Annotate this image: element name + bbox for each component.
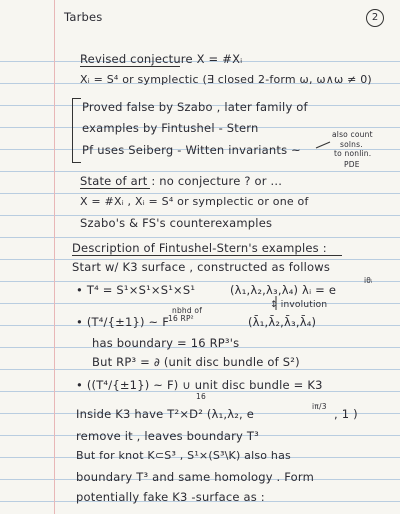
line-lambda: (λ₁,λ₂,λ₃,λ₄) λᵢ = e: [230, 283, 337, 297]
line-start-k3: Start w/ K3 surface , constructed as follows: [72, 260, 331, 274]
line-state-of-art: State of art : no conjecture ? or ...: [80, 174, 283, 188]
side-note-a: also count: [332, 130, 373, 139]
side-note-c: to nonlin.: [334, 149, 372, 158]
line-lambda-bar: (λ̄₁,λ̄₂,λ̄₃,λ̄₄): [248, 315, 317, 329]
line-quotient: • (T⁴/{±1}) ~ F: [76, 315, 170, 329]
line-16rp2: 16 RP²: [168, 314, 194, 323]
line-knot: But for knot K⊂S³ , S¹×(S³\K) also has: [76, 449, 291, 462]
page-header: Tarbes: [64, 10, 103, 24]
line-rp3: But RP³ = ∂ (unit disc bundle of S²): [92, 355, 300, 369]
line-examples: examples by Fintushel - Stern: [82, 121, 259, 135]
line-nbhd: nbhd of: [172, 306, 203, 315]
line-inside-k3: Inside K3 have T²×D² (λ₁,λ₂, e: [76, 407, 255, 421]
line-boundary: has boundary = 16 RP³'s: [92, 336, 240, 350]
line-torus: • T⁴ = S¹×S¹×S¹×S¹: [76, 283, 196, 297]
line-counterexamples: Szabo's & FS's counterexamples: [80, 216, 273, 230]
line-remove: remove it , leaves boundary T³: [76, 429, 259, 443]
line-description: Description of Fintushel-Stern's examples :: [72, 241, 327, 255]
line-lambda-exp: iθᵢ: [364, 276, 373, 285]
line-k3-union: • ((T⁴/{±1}) ~ F) ∪ unit disc bundle = K3: [76, 378, 323, 392]
side-note-d: PDE: [344, 160, 360, 169]
line-involution: ↕ involution: [270, 300, 328, 310]
line-definition: Xᵢ = S⁴ or symplectic (∃ closed 2-form ω, ω∧ω ≠ 0): [80, 73, 372, 86]
line-fake-k3: potentially fake K3 -surface as :: [76, 490, 265, 504]
line-one: , 1 ): [334, 407, 358, 421]
line-exp: iπ/3: [312, 402, 327, 411]
line-pf-uses: Pf uses Seiberg - Witten invariants ~: [82, 143, 302, 157]
line-16: 16: [196, 392, 206, 401]
line-proved-false: Proved false by Szabo , later family of: [82, 100, 308, 114]
side-note-b: solns.: [340, 140, 363, 149]
line-revised-conjecture: Revised conjecture X = #Xᵢ: [80, 52, 243, 66]
page-number: 2: [366, 9, 384, 27]
note-arrow: [316, 142, 330, 148]
line-homology: boundary T³ and same homology . Form: [76, 470, 315, 484]
line-decomposition: X = #Xᵢ , Xᵢ = S⁴ or symplectic or one of: [80, 195, 309, 208]
